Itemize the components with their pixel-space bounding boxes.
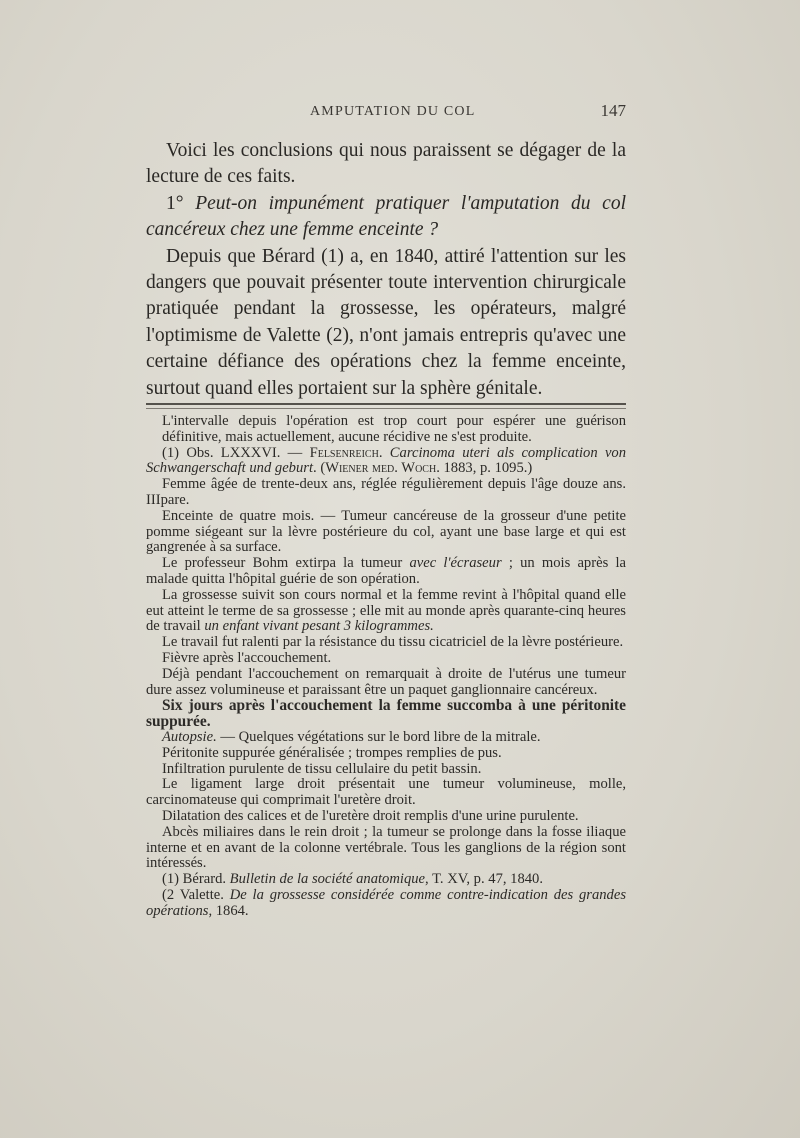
note-fragment: La grossesse suivit son cours normal et la femme revint à l'hôpital quand elle eut atteint le terme de sa grossesse ; elle mit au monde après quarante-cinq heures de travail — [146, 586, 626, 635]
footnote-separator — [146, 403, 626, 409]
note-italic: un enfant vivant pesant 3 kilogrammes. — [204, 618, 434, 635]
footnotes — [146, 414, 626, 920]
note-italic: avec l'écraseur — [409, 555, 502, 572]
note-line: Le ligament large droit présentait une tumeur volumineuse, molle, carcinomateuse qui comprimait l'uretère droit. — [146, 776, 626, 809]
footnote-author: (1) Bérard. — [162, 871, 230, 888]
autopsy-label: Autopsie. — [162, 728, 217, 745]
note-line: Enceinte de quatre mois. — Tumeur cancéreuse de la grosseur d'une petite pomme siégeant sur la lèvre postérieure du col, ayant une base large et qui est gangrenée à sa surface. — [146, 507, 626, 556]
observation-prefix: (1) Obs. LXXXVI. — — [162, 444, 310, 461]
note-line: Dilatation des calices et de l'uretère droit remplis d'une urine purulente. — [162, 807, 579, 824]
note-line: Femme âgée de trente-deux ans, réglée régulièrement depuis l'âge douze ans. IIIpare. — [146, 476, 626, 508]
main-text — [146, 138, 626, 402]
question-number: 1° — [166, 192, 196, 214]
observation-heading — [146, 446, 626, 478]
footnote-title: De la grossesse considérée comme contre-indication des grandes opérations — [146, 886, 626, 919]
paragraph-conclusions: Voici les conclusions qui nous paraissent se dégager de la lecture de ces faits. — [146, 140, 626, 188]
page-header — [146, 101, 626, 126]
note-line — [146, 556, 626, 588]
note-line: Fièvre après l'accouchement. — [162, 649, 332, 666]
observation-author: Felsenreich — [309, 444, 379, 461]
note-fragment: ; un mois après la malade quitta l'hôpital guérie de son opération. — [146, 555, 626, 587]
observation-title: Carcinoma uteri als complication von Schwangerschaft und geburt — [146, 444, 627, 477]
question-text: Peut-on impunément pratiquer l'amputation du col cancéreux chez une femme enceinte ? — [146, 192, 626, 241]
note-line: Déjà pendant l'accouchement on remarquait à droite de l'utérus une tumeur dure assez volumineuse et paraissant être un paquet ganglionnaire cancéreux. — [146, 665, 626, 698]
footnote-title: Bulletin de la société anatomique — [229, 871, 426, 888]
note-line: Abcès miliaires dans le rein droit ; la tumeur se prolonge dans la fosse iliaque interne et en avant de la colonne vertébrale. Tous les ganglions de la région sont intéressés. — [146, 823, 626, 872]
note-continuation: L'intervalle depuis l'opération est trop court pour espérer une guérison définitive, mais actuellement, aucune récidive ne s'est produite. — [162, 413, 626, 445]
footnote-1 — [146, 872, 626, 888]
note-fragment: — Quelques végétations sur le bord libre de la mitrale. — [216, 728, 541, 745]
observation-separator: . — [378, 444, 390, 461]
footnote-2 — [146, 888, 626, 920]
running-title: AMPUTATION DU COL — [310, 104, 476, 119]
page-number: 147 — [600, 101, 626, 120]
observation-journal: Wiener med. Woch — [325, 460, 437, 477]
observation-ref-open: . ( — [313, 460, 326, 477]
footnote-ref: , 1864. — [208, 902, 249, 919]
note-line — [146, 730, 626, 746]
footnote-author: (2 Valette. — [162, 886, 230, 903]
note-bold-line: Six jours après l'accouchement la femme succomba à une péritonite suppurée. — [146, 697, 626, 731]
note-line: Péritonite suppurée généralisée ; trompes remplies de pus. — [162, 744, 502, 761]
paragraph-berard: Depuis que Bérard (1) a, en 1840, attiré l'attention sur les dangers que pouvait présenter toute intervention chirurgicale pratiquée pendant la grossesse, les opérateurs, malgré l'optimisme de Valette (2), n'ont jamais entrepris qu'avec une certaine défiance des opérations chez la femme enceinte, surtout quand elles portaient sur la sphère génitale. — [146, 245, 626, 399]
footnote-ref: , T. XV, p. 47, 1840. — [425, 871, 544, 888]
question-heading — [146, 191, 626, 244]
note-line: Infiltration purulente de tissu cellulaire du petit bassin. — [162, 760, 482, 777]
note-fragment: Le professeur Bohm extirpa la tumeur — [162, 555, 410, 572]
observation-ref-close: . 1883, p. 1095.) — [436, 460, 533, 477]
note-line — [146, 588, 626, 635]
note-line: Le travail fut ralenti par la résistance du tissu cicatriciel de la lèvre postérieure. — [162, 634, 624, 651]
